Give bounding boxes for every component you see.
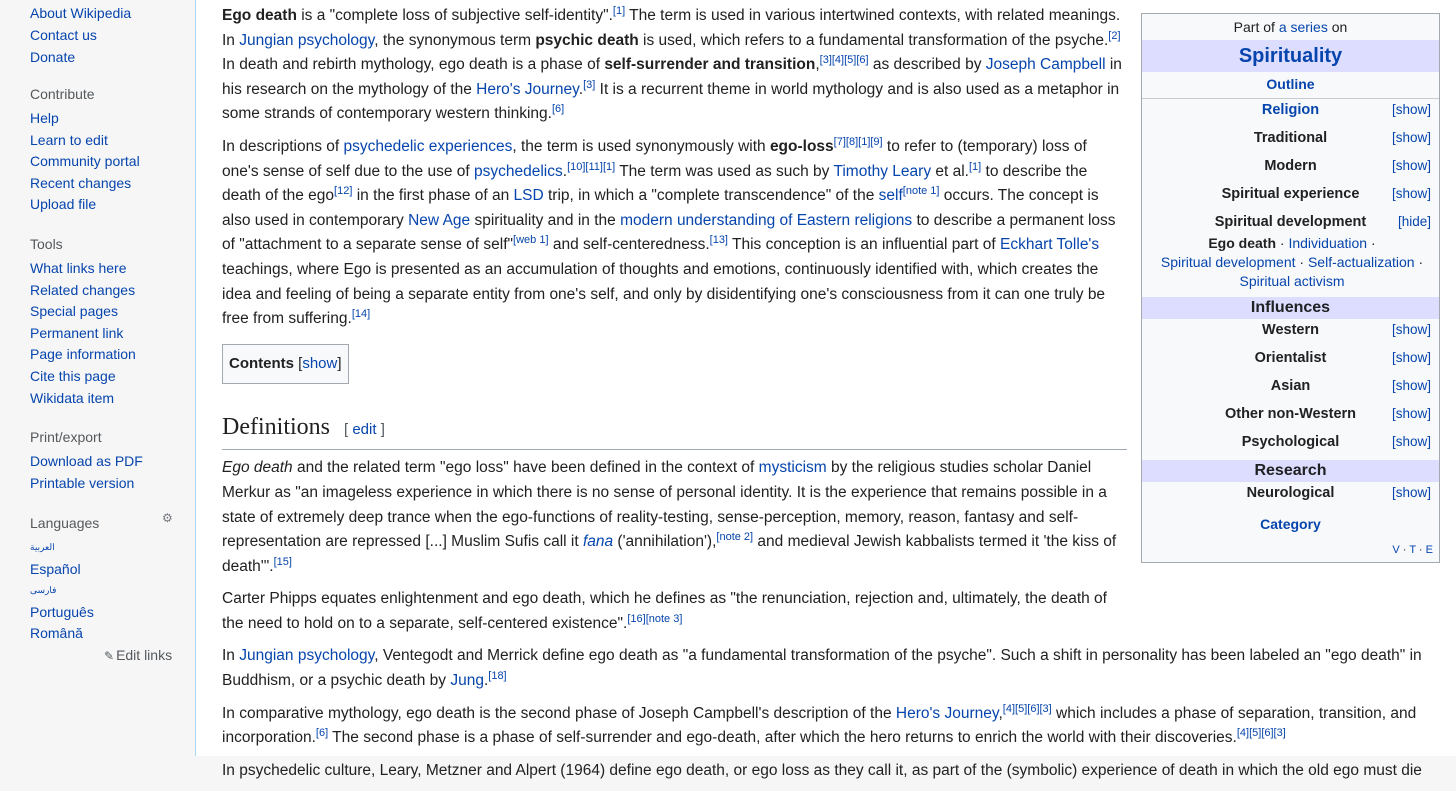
sidebar-link-wikidata-item[interactable]: Wikidata item	[30, 389, 115, 406]
language-link-romanian[interactable]: Română	[30, 625, 83, 642]
lead-paragraph-1: Ego death is a "complete loss of subjective self-identity".[1] The term is used in various intertwined contexts, with related meanings. In Jungian psychology, the synonymous term psychic death is used, which refers to a fundamental transformation of the psyche.[2] In death and rebirth mythology, ego death is a phase of self-surrender and transition,[3][4][5][6] as described by Joseph Campbell in his research on the mythology of the Hero's Journey.[3] It is a recurrent theme in world mythology and is also used as a metaphor in some strands of contemporary western thinking.[6]	[222, 4, 1122, 123]
sidebar-navigation	[30, 3, 180, 68]
web-ref-link[interactable]: [web 1]	[513, 234, 549, 247]
navbox-vte: V · T · E	[1392, 544, 1433, 556]
pencil-icon: ✎	[104, 649, 115, 663]
definitions-paragraph-4: In comparative mythology, ego death is the second phase of Joseph Campbell's description of the Hero's Journey,[4][5][6][3] which includes a phase of separation, transition, and incorporation.[6] The second phase is a phase of self-surrender and ego-death, after which the hero returns to enrich the world with their discoveries.[4][5][6][3]	[222, 702, 1417, 747]
citation-link[interactable]: [7]	[833, 135, 846, 148]
show-toggle[interactable]: [show]	[1391, 102, 1431, 117]
language-link-spanish[interactable]: Español	[30, 560, 81, 577]
citation-link[interactable]: [6]	[1027, 702, 1040, 715]
citation-link[interactable]: [6]	[1261, 727, 1274, 740]
citation-link[interactable]: [1]	[858, 135, 871, 148]
sidebar-link-special-pages[interactable]: Special pages	[30, 303, 118, 320]
link-eckhart-tolle[interactable]: Eckhart Tolle's	[999, 236, 1100, 254]
link-spirituality[interactable]: Spirituality	[1238, 45, 1343, 67]
table-of-contents: Contents [show]	[222, 344, 349, 385]
print-heading: Print/export	[30, 429, 102, 445]
edit-links-label: Edit links	[116, 647, 173, 663]
row-orientalist: Orientalist [show]	[1142, 347, 1439, 369]
row-spiritual-experience: Spiritual experience [show]	[1142, 183, 1439, 205]
edit-template-link[interactable]: E	[1425, 544, 1433, 556]
link-jung[interactable]: Jung	[450, 672, 484, 690]
left-sidebar	[0, 0, 195, 756]
citation-link[interactable]: [1]	[612, 4, 626, 17]
definitions-paragraph-2: Carter Phipps equates enlightenment and ego death, which he defines as "the renunciation, rejection and, ultimately, the death of the need to hold on to a separate, self-centered existence".[16][note 3]	[222, 590, 1107, 632]
language-link-arabic[interactable]: العربية	[30, 542, 55, 552]
spirituality-series-sidebar	[1141, 13, 1440, 563]
sidebar-link-permanent-link[interactable]: Permanent link	[30, 324, 124, 341]
citation-link[interactable]: [18]	[488, 669, 507, 682]
citation-link[interactable]: [8]	[845, 135, 859, 148]
link-fana[interactable]: fana	[582, 533, 614, 551]
row-psychological: Psychological [show]	[1142, 431, 1439, 453]
show-toggle[interactable]: [show]	[1391, 485, 1431, 500]
citation-link[interactable]: [3]	[819, 54, 832, 67]
citation-link[interactable]: [16]	[627, 612, 646, 625]
citation-link[interactable]: [10]	[567, 160, 586, 173]
citation-link[interactable]: [4]	[1236, 727, 1250, 740]
lead-paragraph-2: In descriptions of psychedelic experiences, the term is used synonymously with ego-loss[7][8][1][9] to refer to (temporary) loss of one's sense of self due to the use of psychedelics.[10][11][1] The term was used as such by Timothy Leary et al.[1] to describe the death of the ego[12] in the first phase of an LSD trip, in which a "complete transcendence" of the self[note 1] occurs. The concept is also used in contemporary New Age spirituality and in the modern understanding of Eastern religions to describe a permanent loss of "attachment to a separate sense of self"[web 1] and self-centeredness.[13] This conception is an influential part of Eckhart Tolle's teachings, where Ego is presented as an accumulation of thoughts and emotions, continuously identified with, which creates the idea and feeling of being a separate entity from one's self, and only by disidentifying one's consciousness from it can one truly be free from suffering.[14]	[222, 135, 1116, 328]
toc-show-toggle[interactable]: show	[302, 354, 338, 372]
sidebar-link-community-portal[interactable]: Community portal	[30, 153, 140, 170]
outline-row	[1142, 76, 1439, 92]
citation-link[interactable]: [3]	[1039, 702, 1052, 715]
citation-link[interactable]: [4]	[831, 54, 845, 67]
link-heros-journey[interactable]: Hero's Journey	[476, 80, 579, 98]
citation-link[interactable]: [1]	[969, 160, 982, 173]
row-religion	[1142, 99, 1439, 121]
show-toggle[interactable]: [show]	[1391, 406, 1431, 421]
note-link[interactable]: [note 2]	[716, 530, 754, 543]
sidebar-contribute	[30, 86, 180, 216]
sidebar-link-printable-version[interactable]: Printable version	[30, 474, 135, 491]
section-influences: Influences	[1142, 297, 1439, 319]
link-individuation[interactable]: Individuation	[1288, 235, 1368, 251]
citation-link[interactable]: [12]	[334, 185, 353, 197]
citation-link[interactable]: [4]	[1002, 702, 1016, 715]
sidebar-link-contact[interactable]: Contact us	[30, 26, 97, 43]
citation-link[interactable]: [14]	[351, 307, 371, 320]
view-template-link[interactable]: V	[1392, 544, 1400, 556]
show-toggle[interactable]: [show]	[1391, 350, 1431, 365]
row-western: Western [show]	[1142, 319, 1439, 341]
citation-link[interactable]: [5]	[844, 54, 857, 67]
gear-icon[interactable]: ⚙	[162, 511, 173, 525]
sidebar-link-upload-file[interactable]: Upload file	[30, 196, 97, 213]
sidebar-print-export	[30, 429, 180, 494]
row-other-non-western: Other non-Western [show]	[1142, 403, 1439, 425]
current-item-ego-death: Ego death	[1208, 235, 1277, 251]
sidebar-link-help[interactable]: Help	[30, 110, 59, 126]
show-toggle[interactable]: [show]	[1391, 378, 1431, 393]
link-religion[interactable]: Religion	[1261, 102, 1320, 118]
link-timothy-leary[interactable]: Timothy Leary	[833, 162, 932, 180]
definitions-paragraph-5: In psychedelic culture, Leary, Metzner and Alpert (1964) define ego death, or ego loss as they call it, as part of the (symbolic) experience of death in which the old ego must die	[222, 761, 1422, 779]
row-modern: Modern [show]	[1142, 155, 1439, 177]
language-link-portuguese[interactable]: Português	[30, 603, 94, 620]
sidebar-link-cite-this-page[interactable]: Cite this page	[30, 367, 116, 384]
sidebar-link-donate[interactable]: Donate	[30, 48, 76, 65]
link-psychedelics[interactable]: psychedelics	[474, 162, 563, 180]
hide-toggle[interactable]: [hide]	[1397, 214, 1431, 229]
link-jungian-psychology[interactable]: Jungian psychology	[239, 31, 375, 49]
link-self[interactable]: self	[878, 187, 903, 205]
citation-link[interactable]: [6]	[551, 103, 565, 116]
link-jungian-psychology-2[interactable]: Jungian psychology	[239, 647, 375, 665]
sidebar-tools	[30, 236, 180, 409]
citation-link[interactable]: [3]	[583, 78, 596, 91]
link-joseph-campbell[interactable]: Joseph Campbell	[985, 56, 1106, 74]
section-research: Research	[1142, 460, 1439, 482]
sidebar-link-what-links-here[interactable]: What links here	[30, 260, 127, 276]
note-link[interactable]: [note 3]	[645, 612, 683, 625]
edit-section-link[interactable]: edit	[352, 421, 377, 439]
link-new-age[interactable]: New Age	[408, 211, 471, 229]
definitions-paragraph-3: In Jungian psychology, Ventegodt and Merrick define ego death as "a fundamental transformation of the psyche". Such a shift in personality has been labeled an "ego death" in Buddhism, or a psychic death by Jung.[18]	[222, 647, 1422, 690]
series-title	[1142, 40, 1439, 72]
citation-link[interactable]: [13]	[709, 234, 728, 247]
edit-links-button[interactable]	[104, 647, 172, 663]
note-link[interactable]: [note 1]	[902, 185, 940, 197]
sidebar-link-recent-changes[interactable]: Recent changes	[30, 174, 132, 191]
citation-link[interactable]: [6]	[315, 727, 329, 740]
link-lsd[interactable]: LSD	[513, 187, 544, 205]
link-spiritual-activism[interactable]: Spiritual activism	[1239, 273, 1345, 289]
sidebar-link-learn-to-edit[interactable]: Learn to edit	[30, 131, 108, 148]
citation-link[interactable]: [5]	[1249, 727, 1262, 740]
link-psychedelic-experiences[interactable]: psychedelic experiences	[343, 137, 513, 155]
link-category[interactable]: Category	[1260, 516, 1321, 532]
talk-template-link[interactable]: T	[1409, 544, 1416, 556]
link-mysticism[interactable]: mysticism	[758, 459, 827, 477]
citation-link[interactable]: [1]	[602, 160, 616, 173]
contribute-heading: Contribute	[30, 86, 95, 102]
definitions-paragraph-1: Ego death and the related term "ego loss" have been defined in the context of mysticism by the religious studies scholar Daniel Merkur as "an imageless experience in which there is no sense of personal identity. It is the experience that remains possible in a state of extremely deep trance when the ego-functions of reality-testing, sense-perception, memory, reason, fantasy and self-representation are repressed [...] Muslim Sufis call it fana ('annihilation'),[note 2] and medieval Jewish kabbalists termed it 'the kiss of death'".[15]	[222, 459, 1117, 575]
citation-link[interactable]: [2]	[1108, 29, 1121, 42]
link-eastern-religions[interactable]: modern understanding of Eastern religions	[620, 211, 913, 229]
language-link-persian[interactable]: فارسی	[30, 585, 57, 596]
content-area	[195, 0, 1456, 779]
link-spiritual-development[interactable]: Spiritual development	[1160, 254, 1296, 270]
show-toggle[interactable]: [show]	[1391, 158, 1431, 173]
tools-heading: Tools	[30, 236, 63, 252]
show-toggle[interactable]: [show]	[1391, 322, 1431, 337]
spiritual-development-list: Ego death · Individuation · Spiritual development · Self-actualization · Spiritual activism	[1160, 235, 1424, 289]
citation-link[interactable]: [9]	[870, 135, 883, 148]
citation-link[interactable]: [6]	[856, 54, 869, 67]
link-a-series[interactable]: a series	[1278, 19, 1328, 35]
link-heros-journey-2[interactable]: Hero's Journey	[895, 704, 999, 722]
citation-link[interactable]: [3]	[1273, 727, 1286, 740]
show-toggle[interactable]: [show]	[1391, 434, 1431, 449]
citation-link[interactable]: [11]	[585, 160, 603, 173]
link-self-actualization[interactable]: Self-actualization	[1307, 254, 1415, 270]
row-asian: Asian [show]	[1142, 375, 1439, 397]
row-spiritual-development: Spiritual development [hide]	[1142, 211, 1439, 233]
toc-title: Contents	[229, 354, 294, 372]
series-pretitle: Part of a series on	[1233, 19, 1348, 35]
citation-link[interactable]: [15]	[273, 555, 292, 568]
row-traditional: Traditional [show]	[1142, 127, 1439, 149]
sidebar-link-related-changes[interactable]: Related changes	[30, 281, 136, 298]
category-row	[1142, 516, 1439, 532]
sidebar-languages	[30, 515, 180, 645]
sidebar-link-download-pdf[interactable]: Download as PDF	[30, 453, 143, 469]
row-neurological: Neurological [show]	[1142, 482, 1439, 504]
citation-link[interactable]: [5]	[1015, 702, 1028, 715]
section-heading-definitions: Definitions [ edit ]	[222, 410, 1127, 450]
show-toggle[interactable]: [show]	[1391, 130, 1431, 145]
languages-heading: Languages	[30, 515, 100, 531]
show-toggle[interactable]: [show]	[1391, 186, 1431, 201]
sidebar-link-about[interactable]: About Wikipedia	[30, 5, 132, 21]
sidebar-link-page-information[interactable]: Page information	[30, 346, 136, 363]
link-outline[interactable]: Outline	[1266, 76, 1315, 92]
